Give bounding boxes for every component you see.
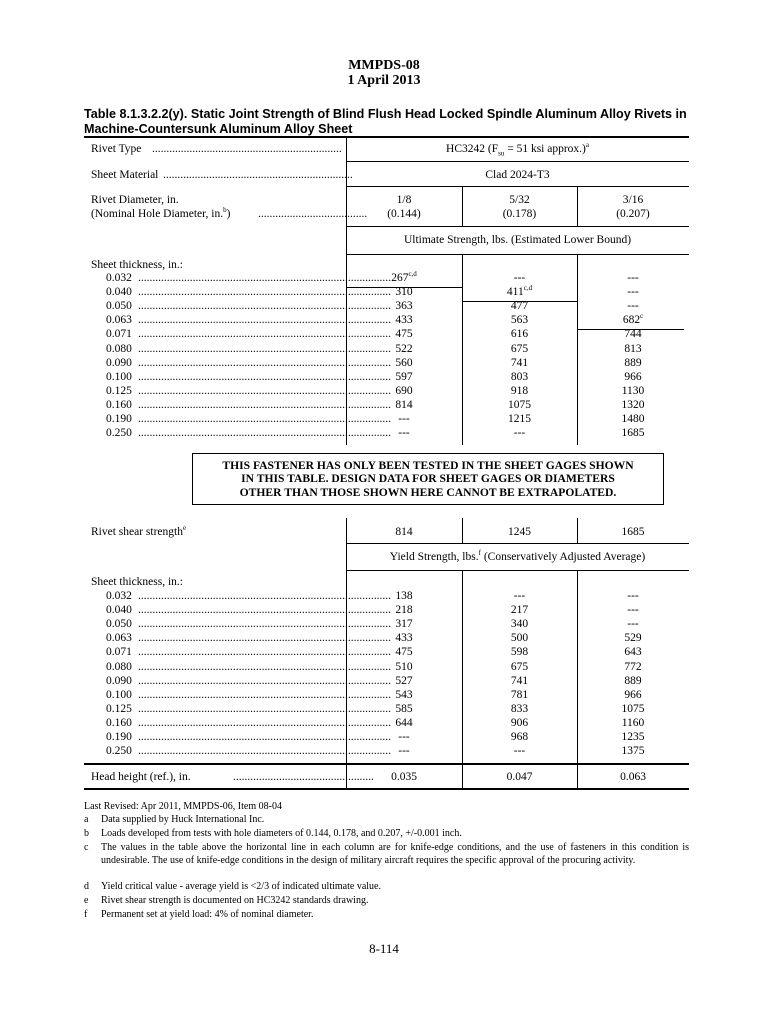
thickness-label: 0.250 [106, 427, 132, 440]
leader-dots: ........................................................................................ [138, 716, 391, 729]
ultimate-value: 563 [510, 314, 529, 327]
yield-value: 1160 [621, 716, 645, 729]
ultimate-value: 477 [510, 300, 529, 313]
thickness-label: 0.032 [106, 590, 132, 602]
rule [346, 226, 689, 227]
hole-2: (0.178) [502, 208, 537, 220]
yield-value: --- [513, 590, 526, 602]
warning-line: IN THIS TABLE. DESIGN DATA FOR SHEET GAGES OR DIAMETERS [241, 472, 615, 486]
leader-dots: ........................................................................................ [138, 398, 391, 411]
warning-line: OTHER THAN THOSE SHOWN HERE CANNOT BE EXTRAPOLATED. [239, 485, 617, 499]
yield-value: --- [627, 618, 639, 631]
ultimate-value: --- [513, 272, 526, 284]
yield-value: 217 [510, 604, 529, 617]
ultimate-value: 1130 [621, 384, 645, 397]
thickness-label: 0.125 [106, 702, 132, 715]
leader-dots: ........................................................................................ [138, 314, 391, 327]
leader-dots: ........................................................................................ [138, 745, 391, 758]
rule [84, 763, 689, 765]
yield-value: --- [398, 731, 410, 743]
leader-dots: ........................................................................................ [138, 272, 391, 284]
thickness-label: 0.080 [106, 342, 132, 355]
footnote-text: The values in the table above the horizontal line in each column are for knife-edge conditions, and the use of fasteners in this condition is undesirable. The use of knife-edge conditions in the design of military aircraft requires the specific approval of the procuring activity. [101, 842, 689, 866]
yield-value: 643 [624, 646, 642, 659]
thickness-label: 0.080 [106, 660, 132, 673]
ultimate-value: 741 [510, 356, 529, 369]
ultimate-value: 814 [395, 398, 413, 411]
footnote-key: d [84, 881, 89, 892]
ultimate-value: 675 [510, 342, 529, 355]
yield-value: --- [627, 590, 639, 602]
thickness-label: 0.090 [106, 356, 132, 369]
rule [346, 543, 689, 544]
ultimate-value: 889 [624, 356, 642, 369]
yield-value: 675 [510, 660, 529, 673]
thickness-label: 0.040 [106, 286, 132, 299]
rivet-shear-3: 1685 [621, 526, 645, 538]
ultimate-value: 433 [395, 314, 413, 327]
yield-value: 833 [510, 702, 529, 715]
sheet-material-value: Clad 2024-T3 [485, 169, 550, 181]
table-bottom-rule [84, 788, 689, 790]
leader-dots: ........................................................................................ [138, 286, 391, 299]
head-height-2: 0.047 [506, 771, 533, 783]
thickness-label: 0.190 [106, 413, 132, 425]
ultimate-value: 411$^{c,d}$ [506, 284, 533, 299]
ultimate-value: --- [398, 427, 410, 440]
leader-dots: .................................................................. [152, 143, 342, 155]
thickness-label: 0.071 [106, 328, 132, 341]
ultimate-value: 616 [510, 328, 529, 341]
yield-value: 317 [395, 618, 413, 631]
thickness-label: 0.160 [106, 398, 132, 411]
ultimate-value: 690 [395, 384, 413, 397]
thickness-label: 0.160 [106, 716, 132, 729]
last-revised: Last Revised: Apr 2011, MMPDS-06, Item 08-04 [84, 801, 282, 812]
yield-strength-header: Yield Strength, lbs.$^f$ (Conservatively Adjusted Average) [389, 549, 646, 563]
rivet-type-label: Rivet Type [91, 143, 142, 155]
ultimate-value: 1320 [621, 398, 645, 411]
ultimate-value: 744 [624, 328, 642, 341]
ultimate-value: 1685 [621, 427, 645, 440]
rivet-shear-2: 1245 [508, 526, 531, 538]
yield-value: --- [398, 745, 410, 758]
yield-value: 772 [624, 660, 642, 673]
ultimate-value: --- [627, 272, 639, 284]
thickness-label: 0.063 [106, 314, 132, 327]
thickness-label: 0.050 [106, 300, 132, 313]
leader-dots: ........................................................................................ [138, 300, 391, 313]
yield-value: --- [513, 745, 526, 758]
thickness-label: 0.125 [106, 384, 132, 397]
thickness-label: 0.032 [106, 272, 132, 284]
head-height-3: 0.063 [620, 771, 646, 783]
rule [346, 186, 689, 187]
yield-value: 1375 [621, 745, 645, 758]
leader-dots: ........................................................................................ [138, 632, 391, 645]
ultimate-value: --- [627, 286, 639, 299]
yield-value: 510 [395, 660, 413, 673]
ultimate-value: 1480 [621, 413, 645, 425]
thickness-label: 0.190 [106, 731, 132, 743]
rule [346, 254, 689, 255]
yield-value: 781 [510, 688, 529, 701]
warning-line: THIS FASTENER HAS ONLY BEEN TESTED IN THE SHEET GAGES SHOWN [222, 459, 634, 472]
footnote-key: c [84, 842, 89, 853]
yield-value: 527 [395, 674, 413, 687]
leader-dots: ........................................................................................ [138, 413, 391, 425]
ultimate-value: --- [513, 427, 526, 440]
ultimate-value: 597 [395, 370, 413, 383]
thickness-label: 0.100 [106, 688, 132, 701]
leader-dots: ........................................................................................ [138, 702, 391, 715]
sheet-thickness-label: Sheet thickness, in.: [91, 259, 183, 271]
leader-dots: ........................................................................................ [138, 660, 391, 673]
ultimate-value: 267$^{c,d}$ [391, 270, 417, 284]
table-top-rule [84, 136, 689, 138]
ultimate-value: 310 [395, 286, 413, 299]
ultimate-value: 522 [395, 342, 413, 355]
ultimate-value: --- [398, 413, 410, 425]
leader-dots: ........................................................................................ [138, 356, 391, 369]
yield-value: 1075 [621, 702, 645, 715]
sheet-thickness-label-yield: Sheet thickness, in.: [91, 576, 183, 588]
rivet-diameter-label: Rivet Diameter, in. [91, 194, 179, 206]
yield-value: 968 [510, 731, 529, 743]
leader-dots: ........................................................................................ [138, 384, 391, 397]
ultimate-value: 918 [510, 384, 529, 397]
footnote-text: Yield critical value - average yield is <2/3 of indicated ultimate value. [101, 881, 381, 892]
ultimate-value: 966 [624, 370, 642, 383]
leader-dots: ........................................................................................ [138, 342, 391, 355]
yield-value: 1235 [621, 731, 645, 743]
yield-value: 433 [395, 632, 413, 645]
hole-1: (0.144) [387, 208, 421, 220]
hole-3: (0.207) [616, 208, 650, 220]
yield-value: 644 [395, 716, 413, 729]
yield-value: --- [627, 604, 639, 617]
yield-value: 218 [395, 604, 413, 617]
head-height-label: Head height (ref.), in. [91, 771, 191, 783]
yield-value: 500 [510, 632, 529, 645]
leader-dots: ........................................................................................ [138, 370, 391, 383]
ultimate-value: 475 [395, 328, 413, 341]
ultimate-value: --- [627, 300, 639, 313]
leader-dots: ........................................................................................ [138, 618, 391, 631]
thickness-label: 0.050 [106, 618, 132, 631]
extrapolation-warning [192, 453, 664, 505]
leader-dots: ........................................................................................ [138, 604, 391, 617]
footnote-text: Permanent set at yield load: 4% of nominal diameter. [101, 909, 314, 920]
leader-dots: ........................................................................................ [138, 328, 391, 341]
yield-value: 529 [624, 632, 642, 645]
thickness-label: 0.250 [106, 745, 132, 758]
leader-dots: .................................................................. [163, 169, 353, 181]
diameter-2: 5/32 [509, 194, 530, 206]
thickness-label: 0.063 [106, 632, 132, 645]
head-height-1: 0.035 [391, 771, 417, 783]
footnote-key: a [84, 814, 89, 825]
yield-value: 598 [510, 646, 529, 659]
thickness-label: 0.100 [106, 370, 132, 383]
ultimate-value: 803 [510, 370, 529, 383]
footnote-text: Data supplied by Huck International Inc. [101, 814, 265, 825]
table-title: Table 8.1.3.2.2(y). Static Joint Strength of Blind Flush Head Locked Spindle Aluminum Alloy Rivets in Machine-Countersunk Aluminum Alloy Sheet [84, 107, 687, 136]
document-date: 1 April 2013 [347, 73, 421, 88]
ultimate-value: 1215 [508, 413, 531, 425]
rule [346, 570, 689, 571]
document-id: MMPDS-08 [348, 58, 420, 73]
rivet-type-value: HC3242 ($F_{su} = 51$ ksi approx.)$^a$ [446, 141, 589, 158]
ultimate-value: 560 [395, 356, 413, 369]
thickness-label: 0.071 [106, 646, 132, 659]
yield-value: 475 [395, 646, 413, 659]
leader-dots: ........................................................................................ [138, 688, 391, 701]
leader-dots: ........................................................................................ [138, 646, 391, 659]
thickness-label: 0.090 [106, 674, 132, 687]
ultimate-value: 363 [395, 300, 413, 313]
yield-value: 906 [510, 716, 529, 729]
leader-dots: ................................................. [233, 771, 374, 783]
yield-value: 889 [624, 674, 642, 687]
yield-value: 543 [395, 688, 413, 701]
rule [346, 161, 689, 162]
leader-dots: ...................................... [258, 208, 368, 220]
rivet-shear-label: Rivet shear strength$^e$ [91, 524, 187, 538]
yield-value: 741 [510, 674, 529, 687]
footnote-text: Loads developed from tests with hole diameters of 0.144, 0.178, and 0.207, +/-0.001 inch. [101, 828, 462, 839]
sheet-material-label: Sheet Material [91, 169, 159, 181]
yield-value: 966 [624, 688, 642, 701]
footnote-key: b [84, 828, 89, 839]
nominal-hole-label: (Nominal Hole Diameter, in.$^b$) [91, 206, 231, 220]
ultimate-strength-header: Ultimate Strength, lbs. (Estimated Lower Bound) [403, 234, 632, 246]
diameter-3: 3/16 [622, 194, 644, 206]
page-number: 8-114 [369, 941, 399, 956]
thickness-label: 0.040 [106, 604, 132, 617]
leader-dots: ........................................................................................ [138, 427, 391, 440]
footnote-text: Rivet shear strength is documented on HC3242 standards drawing. [101, 895, 369, 906]
yield-value: 585 [395, 702, 413, 715]
ultimate-value: 682$^c$ [622, 312, 644, 327]
footnote-key: f [84, 909, 88, 920]
leader-dots: ........................................................................................ [138, 590, 391, 602]
yield-value: 138 [395, 590, 413, 602]
leader-dots: ........................................................................................ [138, 731, 391, 743]
ultimate-value: 1075 [508, 398, 531, 411]
yield-value: 340 [510, 618, 529, 631]
leader-dots: ........................................................................................ [138, 674, 391, 687]
ultimate-value: 813 [624, 342, 642, 355]
diameter-1: 1/8 [396, 194, 412, 206]
footnote-key: e [84, 895, 89, 906]
rivet-shear-1: 814 [395, 526, 413, 538]
